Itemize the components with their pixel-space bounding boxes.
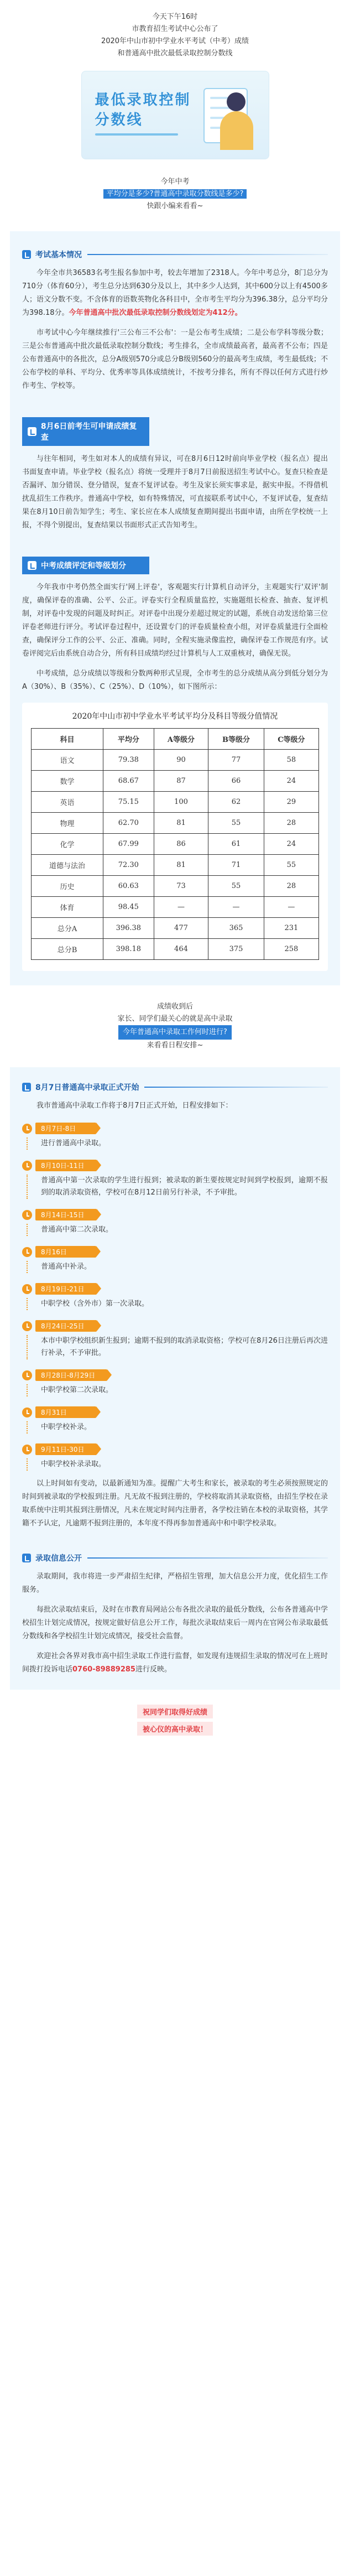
score-table-title: 2020年中山市初中学业水平考试平均分及科目等级分值情况 <box>72 712 278 721</box>
title-rule <box>144 1087 328 1088</box>
table-cell: 道德与法治 <box>32 855 103 876</box>
table-cell: 79.38 <box>103 750 154 771</box>
timeline-date: 8月28日-8月29日 <box>35 1369 107 1381</box>
table-header-cell: 平均分 <box>103 729 154 750</box>
table-header-cell: C等级分 <box>264 729 318 750</box>
timeline-text-wrap <box>27 1298 328 1310</box>
table-cell: 24 <box>264 771 318 792</box>
table-cell: 396.38 <box>103 918 154 939</box>
timeline-item <box>22 1123 328 1134</box>
table-row <box>32 939 319 960</box>
table-cell: 75.15 <box>103 792 154 813</box>
table-cell: 398.18 <box>103 939 154 960</box>
table-cell: 67.99 <box>103 834 154 855</box>
section-exam-overview <box>10 231 340 404</box>
table-cell: 231 <box>264 918 318 939</box>
table-cell: 77 <box>208 750 264 771</box>
title-rule <box>87 254 328 255</box>
timeline-item <box>22 1443 328 1455</box>
table-cell: 60.63 <box>103 876 154 897</box>
table-cell: 375 <box>208 939 264 960</box>
timeline-text-wrap <box>27 1224 328 1236</box>
table-cell: 62 <box>208 792 264 813</box>
overview-paragraph-2: 市考试中心今年继续推行'三公布三不公布'：一是公布考生成绩；二是公布学科等级分数；三是公布普通高中批次最低录取控制分数线；考生排名，全市成绩最高者，最高者不公布；四是公布普通高中的各批次，总分A级别570分或总分B级别560分的最高考生成绩，考生最低线；不公布学校的单科、平均分、优秀率等具体成绩统计，不按考分排名，所有不得以任何方式进行炒作考生、学校等。 <box>22 329 328 390</box>
timeline-text: 本市中职学校组织新生报到；逾期不报到的取消录取资格；学校可在8月26日注册后再次进行补录，不予审批。 <box>41 1337 328 1357</box>
table-cell: — <box>264 897 318 918</box>
overview-paragraph-1: 今年全市共36583名考生报名参加中考，较去年增加了2318人。今年中考总分，8门总分为710分（体育60分），考生总分达到630分及以上，其中多少人达到，其中600分以上有4500多人；语文分数不变。不含体育的语数英物化各科目中，全市考生平均分为396.38分，总分平均分为398.18分。今年普通高中批次最低录取控制分数线划定为412分。 <box>22 269 328 317</box>
table-row <box>32 750 319 771</box>
schedule-timeline <box>22 1123 328 1471</box>
person-head-icon <box>227 92 245 111</box>
timeline-date: 8月7日-8日 <box>35 1123 96 1134</box>
timeline-date: 8月19日-21日 <box>35 1283 97 1295</box>
footer-pill-1: 祝同学们取得好成绩 <box>137 1705 213 1718</box>
timeline-item <box>22 1320 328 1332</box>
schedule-intro-text: 我市普通高中录取工作将于8月7日正式开始，日程安排如下： <box>36 1102 233 1110</box>
intro-block <box>0 0 350 65</box>
table-cell: 28 <box>264 876 318 897</box>
section-title-exam-overview: 考试基本情况 <box>22 249 328 260</box>
section-title-review: 8月6日前考生可申请成绩复查 <box>22 417 149 446</box>
intro-date: 今天下午16时 <box>152 13 198 21</box>
table-header-cell: A等级分 <box>154 729 208 750</box>
title-rule <box>87 1557 328 1559</box>
clock-icon <box>22 1284 32 1294</box>
footer-wishes <box>0 1703 350 1737</box>
timeline-item <box>22 1369 328 1381</box>
table-row <box>32 771 319 792</box>
table-cell: 历史 <box>32 876 103 897</box>
table-cell: — <box>208 897 264 918</box>
table-cell: 365 <box>208 918 264 939</box>
table-cell: 62.70 <box>103 813 154 834</box>
table-cell: 90 <box>154 750 208 771</box>
table-cell: 语文 <box>32 750 103 771</box>
timeline-date: 8月16日 <box>35 1246 96 1258</box>
timeline-item <box>22 1283 328 1295</box>
timeline-date: 8月24日-25日 <box>35 1320 97 1332</box>
banner-underline <box>95 133 178 136</box>
table-cell: 61 <box>208 834 264 855</box>
table-cell: 258 <box>264 939 318 960</box>
table-row <box>32 834 319 855</box>
check-icon <box>22 1554 31 1562</box>
section-title-grading: 中考成绩评定和等级划分 <box>22 557 149 574</box>
table-row <box>32 876 319 897</box>
intro-highlight-text: 平均分是多少?普通高中录取分数线是多少? <box>103 189 247 199</box>
mid-line-3: 来看看日程安排~ <box>147 1041 203 1050</box>
check-icon <box>28 427 36 436</box>
timeline-text: 中职学校第二次录取。 <box>41 1386 113 1394</box>
timeline-date: 9月11日-30日 <box>35 1443 97 1455</box>
table-cell: 464 <box>154 939 208 960</box>
timeline-text-wrap <box>27 1261 328 1273</box>
timeline-date: 8月31日 <box>35 1406 96 1418</box>
table-cell: 86 <box>154 834 208 855</box>
table-cell: 71 <box>208 855 264 876</box>
cutoff-highlight: 今年普通高中批次最低录取控制分数线划定为412分。 <box>69 309 242 317</box>
section-title-disclosure: 录取信息公开 <box>22 1552 328 1564</box>
table-cell: 28 <box>264 813 318 834</box>
timeline-text: 中职学校（含外市）第一次录取。 <box>41 1300 149 1308</box>
mid-highlight-text: 今年普通高中录取工作何时进行? <box>118 1025 232 1040</box>
grading-paragraph-1: 今年我市中考仍然全面实行'网上评卷'，客观题实行计算机自动评分，主观题实行'双评'制度，确保评卷的准确、公平、公正。评卷实行全程质量监控，实施题组长检查、抽查、复评机制，对评卷中发现的问题及时纠正。对评卷中出现分差超过规定的试题，系统自动发送给第三位评卷老师进行评分。考试评卷过程中，还设置专门的评卷质量检查小组，对评卷质量进行全面检查，确保评分工作的公平、公正、准确。同时，全程实施录像监控，确保评卷工作规范有序。试卷评阅完后由系统自动合分，所有科目成绩均经过计算机与人工双重核对，确保无误。 <box>22 583 328 658</box>
table-cell: 58 <box>264 750 318 771</box>
table-cell: 55 <box>264 855 318 876</box>
check-icon <box>22 1083 31 1092</box>
mid-line-2: 家长、同学们最关心的就是高中录取 <box>117 1015 233 1023</box>
timeline-text: 普通高中补录。 <box>41 1263 92 1271</box>
table-row <box>32 792 319 813</box>
clock-icon <box>22 1370 32 1380</box>
table-row <box>32 813 319 834</box>
table-cell: 68.67 <box>103 771 154 792</box>
table-cell: 英语 <box>32 792 103 813</box>
intro-line-3: 和普通高中批次最低录取控制分数线 <box>117 49 233 58</box>
banner-title: 最低录取控制分数线 <box>95 92 191 128</box>
check-icon <box>22 250 31 259</box>
timeline-text: 普通高中第二次录取。 <box>41 1225 113 1234</box>
table-cell: 87 <box>154 771 208 792</box>
score-table-card <box>22 703 328 971</box>
timeline-text: 进行普通高中录取。 <box>41 1139 106 1147</box>
clock-icon <box>22 1124 32 1134</box>
complaint-phone[interactable]: 0760-89889285 <box>72 1665 135 1674</box>
clock-icon <box>22 1408 32 1417</box>
table-cell: 477 <box>154 918 208 939</box>
clock-icon <box>22 1321 32 1331</box>
table-cell: 73 <box>154 876 208 897</box>
timeline-item <box>22 1160 328 1171</box>
section-grading <box>10 543 340 985</box>
table-row <box>32 897 319 918</box>
table-row <box>32 918 319 939</box>
clock-icon <box>22 1210 32 1220</box>
table-cell: 化学 <box>32 834 103 855</box>
section-review <box>10 404 340 543</box>
table-cell: — <box>154 897 208 918</box>
disclosure-paragraph-3: 欢迎社会各界对我市高中招生录取工作进行监督，如发现有违规招生录取的情况可在上班时间拨打投诉电话0760-89889285进行反映。 <box>22 1652 328 1674</box>
table-cell: 物理 <box>32 813 103 834</box>
footer-pill-2: 被心仪的高中录取！ <box>137 1722 213 1736</box>
intro-sub2: 快跟小编来看看~ <box>147 202 203 210</box>
table-cell: 66 <box>208 771 264 792</box>
table-cell: 29 <box>264 792 318 813</box>
clock-icon <box>22 1161 32 1171</box>
intro-sub <box>0 176 350 218</box>
mid-highlight <box>22 1025 328 1040</box>
score-table-body <box>32 750 319 960</box>
mid-line-1: 成绩收到后 <box>156 1003 193 1011</box>
timeline-item <box>22 1406 328 1418</box>
intro-highlight <box>22 188 328 200</box>
table-header-row <box>32 729 319 750</box>
clock-icon <box>22 1445 32 1455</box>
table-cell: 72.30 <box>103 855 154 876</box>
timeline-text: 中职学校补录录取。 <box>41 1460 106 1468</box>
section-disclosure <box>10 1544 340 1690</box>
table-cell: 总分A <box>32 918 103 939</box>
timeline-item <box>22 1209 328 1221</box>
table-row <box>32 855 319 876</box>
timeline-text-wrap <box>27 1335 328 1359</box>
grading-paragraph-2: 中考成绩，总分成绩以等级和分数两种形式呈现，全市考生的总分成绩从高分到低分划分为A（30%）、B（35%）、C（25%）、D（10%），如下图所示： <box>22 669 328 691</box>
timeline-date: 8月14日-15日 <box>35 1209 97 1221</box>
table-header-cell: B等级分 <box>208 729 264 750</box>
timeline-text-wrap <box>27 1138 328 1150</box>
review-paragraph: 与往年相同，考生如对本人的成绩有异议，可在8月6日12时前向毕业学校（报名点）提出书面复查申请。毕业学校（报名点）将统一受理并于8月7日前报送招生考试中心。复查只检查是否漏评、加分错误、登分错误，复查不复评试卷。考生及家长须实事求是，据实申报。不得借机扰乱招生工作秩序。普通高中学校，如有特殊情况，可直接联系考试中心，不复评试卷，复查结果在8月10日前告知学生；考生、家长应在本人成绩复查期间提出书面申请，由所在学校统一上报，不得个别提出，复查结果以书面形式正式告知考生。 <box>22 455 328 529</box>
table-cell: 98.45 <box>103 897 154 918</box>
timeline-text: 中职学校补录。 <box>41 1423 92 1431</box>
check-icon <box>28 561 36 570</box>
table-cell: 55 <box>208 813 264 834</box>
score-table <box>31 728 319 960</box>
table-header-cell: 科目 <box>32 729 103 750</box>
clock-icon <box>22 1247 32 1257</box>
table-cell: 数学 <box>32 771 103 792</box>
table-cell: 100 <box>154 792 208 813</box>
schedule-intro <box>0 985 350 1067</box>
timeline-text-wrap <box>27 1175 328 1199</box>
table-cell: 81 <box>154 855 208 876</box>
disclosure-paragraph-1: 录取期间，我市将进一步严肃招生纪律，严格招生管理，加大信息公开力度，优化招生工作服务。 <box>22 1572 328 1594</box>
table-cell: 24 <box>264 834 318 855</box>
intro-line-2: 2020年中山市初中学业水平考试（中考）成绩 <box>101 37 249 45</box>
schedule-outro: 以上时间如有变动，以最新通知为准。提醒广大考生和家长，被录取的考生必须按照规定的时间到被录取的学校报到注册。凡无故不报到注册的，学校将取消其录取资格，由招生学校在录取系统中注明其报到注册情况，凡未在规定时间内注册者，各学校注销在本校的录取资格，其学籍不予认定，凡逾期不报到注册的，本年度不得再参加普通高中和中职学校录取。 <box>22 1479 328 1528</box>
person-body-icon <box>220 111 253 150</box>
timeline-text: 普通高中第一次录取的学生进行报到；被录取的新生要按规定时间到学校报到，逾期不报到的取消录取资格，学校可在8月12日前另行补录，不予审批。 <box>41 1176 328 1197</box>
table-cell: 55 <box>208 876 264 897</box>
timeline-date: 8月10日-11日 <box>35 1160 97 1171</box>
disclosure-paragraph-2: 每批次录取结束后，及时在市教育局网站公布各批次录取的最低分数线，公布各普通高中学校招生计划完成情况，按规定做好信息公开工作，每批次录取结束后一周内在官网公布录取最低分数线和各学校招生计划完成情况，接受社会监督。 <box>22 1606 328 1640</box>
timeline-text-wrap <box>27 1458 328 1471</box>
table-cell: 体育 <box>32 897 103 918</box>
timeline-item <box>22 1246 328 1258</box>
banner-illustration <box>81 71 269 159</box>
intro-sub1: 今年中考 <box>160 178 190 186</box>
table-cell: 总分B <box>32 939 103 960</box>
timeline-text-wrap <box>27 1384 328 1396</box>
table-cell: 81 <box>154 813 208 834</box>
timeline-text-wrap <box>27 1421 328 1434</box>
section-schedule <box>10 1067 340 1544</box>
section-title-schedule: 8月7日普通高中录取正式开始 <box>22 1082 328 1093</box>
intro-line-1: 市教育招生考试中心公布了 <box>132 25 218 33</box>
